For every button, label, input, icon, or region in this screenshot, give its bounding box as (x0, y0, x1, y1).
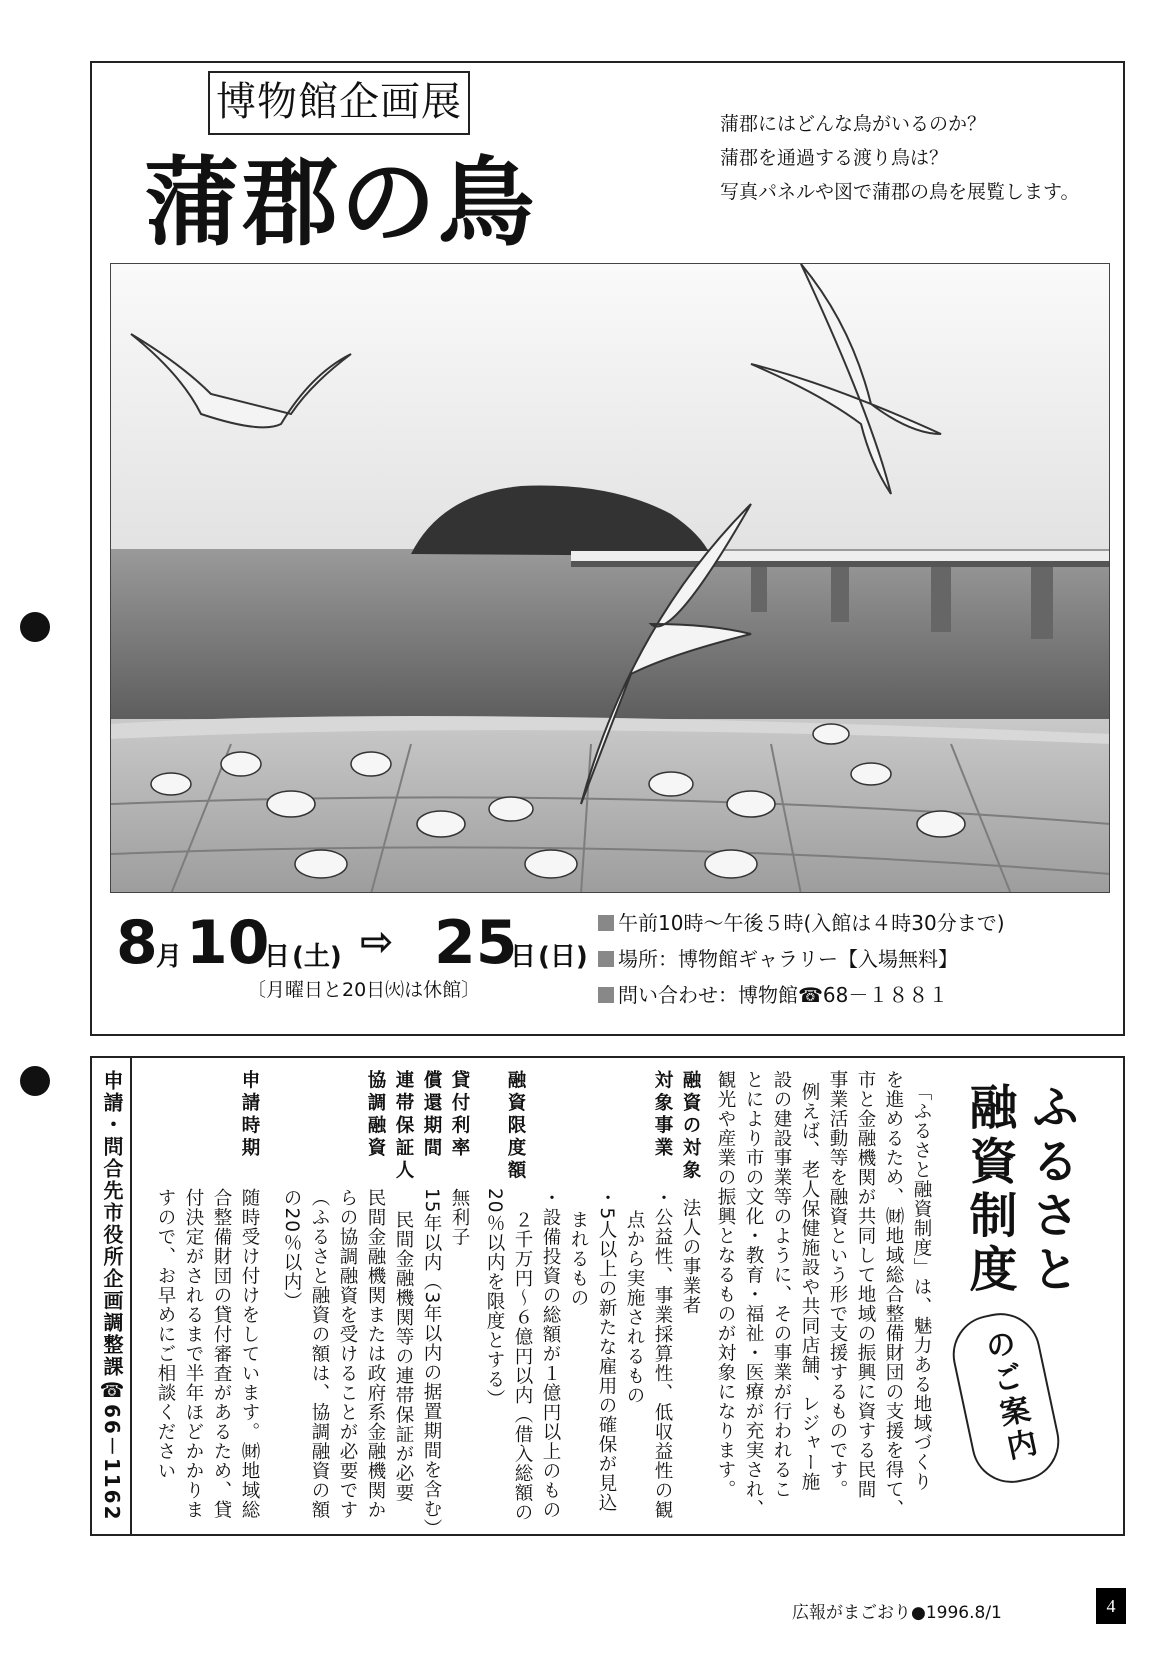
exhibition-label: 博物館企画展 (208, 71, 470, 135)
section-text: 民間金融機関等の連帯保証が必要 (393, 1210, 414, 1503)
section-text: 付決定がされるまで半年ほどかかりま (183, 1188, 204, 1520)
start-month: 8 (116, 908, 158, 978)
intro-column: 「ふるさと融資制度」は、魅力ある地域づくり (911, 1082, 932, 1492)
section-text: ２千万円～６億円以内（借入総額の (512, 1210, 533, 1522)
intro-line: 写真パネルや図で蒲郡の鳥を展覧します。 (720, 181, 1080, 203)
loan-panel (90, 1056, 1125, 1539)
end-day: 25 (434, 908, 518, 978)
intro-column: 設の建設事業等のように、その事業が行われるこ (771, 1070, 792, 1499)
start-day: 10 (186, 908, 270, 978)
section-text: 20％以内を限度とする） (484, 1188, 505, 1409)
publication-footer: 広報がまごおり●1996.8/1 (792, 1603, 1002, 1623)
exhibition-title: 蒲郡の鳥 (144, 147, 536, 259)
section-text: すので、お早めにご相談ください (155, 1188, 176, 1481)
end-weekday: (日) (538, 942, 588, 972)
loan-title: ふるさと (1023, 1082, 1079, 1298)
section-heading: 貸付利率 (449, 1070, 470, 1160)
intro-column: 例えば、老人保健施設や共同店舗、レジャー施 (799, 1082, 820, 1492)
exhibition-intro (720, 107, 1079, 209)
start-day-unit: 日 (264, 942, 291, 972)
guide-badge (945, 1306, 1066, 1491)
section-text: 民間金融機関または政府系金融機関か (365, 1188, 386, 1520)
section-text: の20％以内） (281, 1188, 302, 1312)
section-heading: 申請時期 (239, 1070, 260, 1160)
intro-column: 観光や産業の振興となるものが対象になります。 (715, 1070, 736, 1499)
section-text: 無利子 (449, 1188, 470, 1247)
intro-line: 蒲郡にはどんな鳥がいるのか？ (720, 113, 987, 135)
intro-column: を進めるため、㈶地域総合整備財団の支援を得て、 (883, 1070, 904, 1519)
loan-title: 融資制度 (961, 1082, 1017, 1298)
page-number: 4 (1096, 1588, 1126, 1624)
arrow-icon: ⇨ (360, 919, 394, 965)
section-heading: 協調融資 (365, 1070, 386, 1160)
section-text: ・公益性、事業採算性、低収益性の観 (652, 1188, 673, 1520)
month-unit: 月 (156, 942, 183, 972)
section-text: 合整備財団の貸付審査があるため、貸 (211, 1188, 232, 1520)
binder-hole (20, 612, 50, 642)
section-text: ・設備投資の総額が１億円以上のもの (540, 1188, 561, 1520)
contact-strip (92, 1058, 132, 1534)
section-text: まれるもの (568, 1210, 589, 1308)
section-heading: 対象事業 (652, 1070, 673, 1160)
exhibition-panel (90, 61, 1125, 1036)
bullet-square-icon (598, 987, 614, 1003)
exhibition-info (598, 905, 1005, 1013)
section-text: 随時受け付けをしています。㈶地域総 (239, 1188, 260, 1520)
section-text: ・5人以上の新たな雇用の確保が見込 (596, 1188, 617, 1513)
start-weekday: (土) (292, 942, 342, 972)
intro-column: 市と金融機関が共同して地域の振興に資する民間 (855, 1070, 876, 1499)
intro-line: 蒲郡を通過する渡り鳥は？ (720, 147, 949, 169)
section-text: 点から実施されるもの (624, 1210, 645, 1405)
contact-info: 申請・問合先市役所企画調整課☎66－1162 (100, 1070, 124, 1522)
section-heading: 償還期間 (421, 1070, 442, 1160)
intro-column: とにより市の文化・教育・福祉・医療が充実され、 (743, 1070, 764, 1519)
bullet-square-icon (598, 951, 614, 967)
section-text: （ふるさと融資の額は、協調融資の額 (309, 1188, 330, 1520)
info-hours: 午前10時～午後５時(入館は４時30分まで) (598, 905, 1005, 941)
binder-hole (20, 1066, 50, 1096)
section-heading: 融資限度額 (505, 1070, 526, 1183)
section-text: らの協調融資を受けることが必要です (337, 1188, 358, 1520)
guide-badge-text: のご案内 (976, 1326, 1040, 1467)
closed-days-note: 〔月曜日と20日㈫は休館〕 (247, 979, 481, 1001)
section-heading: 連帯保証人 (393, 1070, 414, 1183)
intro-column: 事業活動等を融資という形で支援するものです。 (827, 1070, 848, 1499)
section-text: 法人の事業者 (680, 1198, 701, 1315)
seagull-photo (110, 263, 1110, 893)
info-venue: 場所：博物館ギャラリー【入場無料】 (598, 941, 1005, 977)
info-contact: 問い合わせ：博物館☎68－１８８１ (598, 977, 1005, 1013)
section-text: 15年以内（3年以内の据置期間を含む） (421, 1188, 442, 1539)
bullet-square-icon (598, 915, 614, 931)
section-heading: 融資の対象 (680, 1070, 701, 1183)
end-day-unit: 日 (510, 942, 537, 972)
